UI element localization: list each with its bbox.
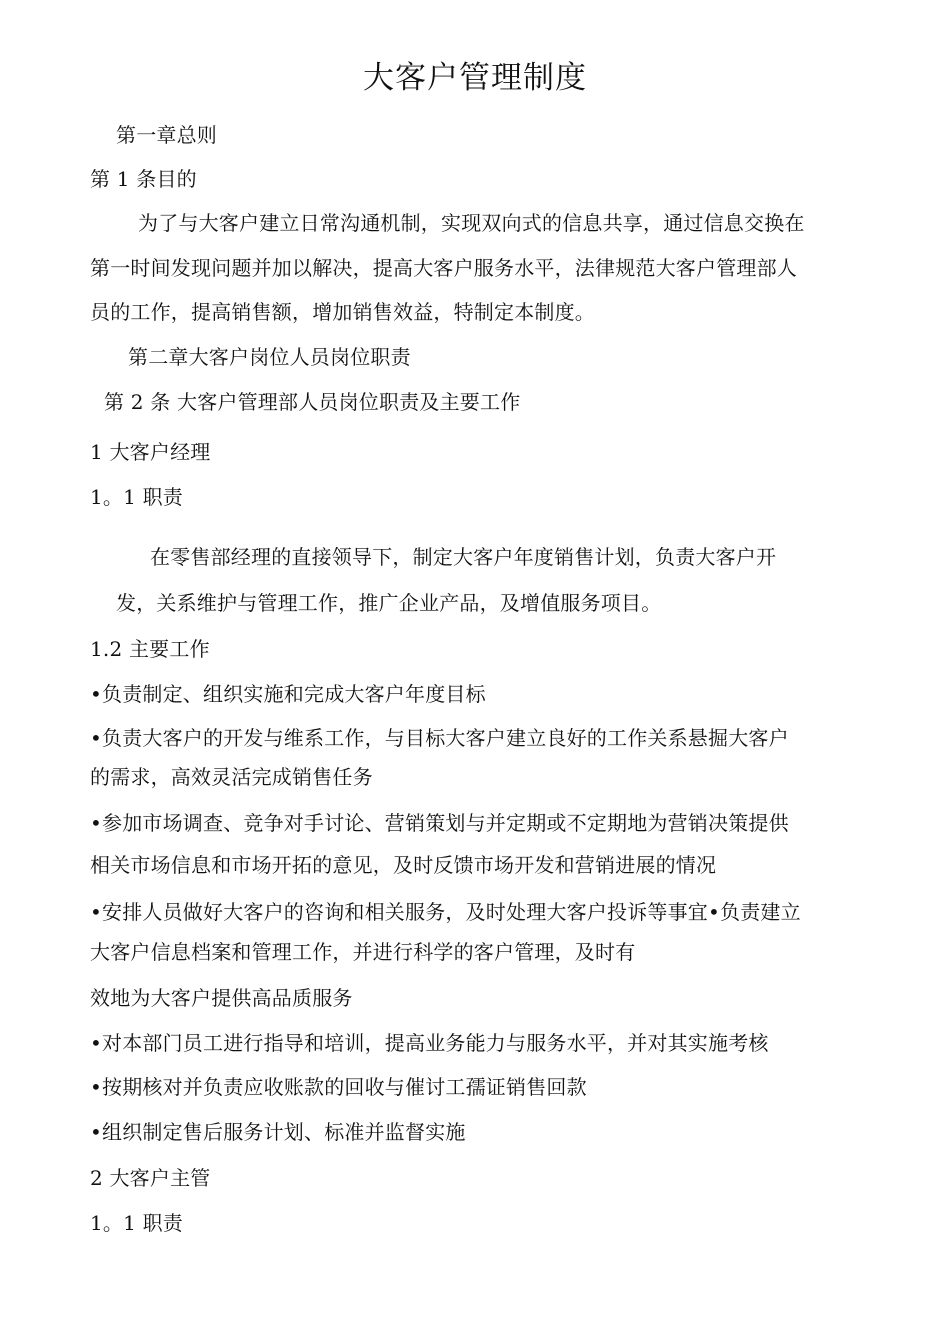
article-1-paragraph-line-1: 为了与大客户建立日常沟通机制，实现双向式的信息共享，通过信息交换在: [138, 211, 805, 235]
work-item-7: •组织制定售后服务计划、标准并监督实施: [90, 1120, 466, 1144]
document-title: 大客户管理制度: [363, 60, 587, 96]
work-item-4-line-3: 效地为大客户提供高品质服务: [90, 986, 353, 1010]
work-item-6: •按期核对并负责应收账款的回收与催讨工孺证销售回款: [90, 1075, 587, 1099]
work-item-3-line-1: •参加市场调查、竞争对手讨论、营销策划与并定期或不定期地为营销决策提供: [90, 811, 789, 835]
section-1-2-heading: 1.2 主要工作: [90, 637, 210, 661]
duty-paragraph-line-2: 发，关系维护与管理工作，推广企业产品，及增值服务项目。: [116, 591, 662, 615]
section-1-1-heading: 1。1 职责: [90, 485, 184, 509]
work-item-3-line-2: 相关市场信息和市场开拓的意见，及时反馈市场开发和营销进展的情况: [90, 853, 717, 877]
article-1-paragraph-line-3: 员的工作，提高销售额，增加销售效益，特制定本制度。: [90, 300, 595, 324]
chapter-1-heading: 第一章总则: [116, 123, 217, 147]
work-item-5: •对本部门员工进行指导和培训，提高业务能力与服务水平，并对其实施考核: [90, 1031, 769, 1055]
duty-paragraph-line-1: 在零售部经理的直接领导下，制定大客户年度销售计划，负责大客户开: [150, 545, 777, 569]
work-item-1: •负责制定、组织实施和完成大客户年度目标: [90, 682, 486, 706]
work-item-2-line-2: 的需求，高效灵活完成销售任务: [90, 765, 373, 789]
article-2-heading: 第 2 条 大客户管理部人员岗位职责及主要工作: [104, 390, 521, 414]
work-item-2-line-1: •负责大客户的开发与维系工作，与目标大客户建立良好的工作关系悬掘大客户: [90, 726, 789, 750]
section-2-1-heading: 1。1 职责: [90, 1211, 184, 1235]
article-1-paragraph-line-2: 第一时间发现问题并加以解决，提高大客户服务水平，法律规范大客户管理部人: [90, 256, 797, 280]
section-2-heading: 2 大客户主管: [90, 1166, 211, 1190]
chapter-2-heading: 第二章大客户岗位人员岗位职责: [128, 345, 411, 369]
work-item-4-line-2: 大客户信息档案和管理工作，并进行科学的客户管理，及时有: [90, 940, 636, 964]
article-1-heading: 第 1 条目的: [90, 167, 197, 191]
work-item-4-line-1: •安排人员做好大客户的咨询和相关服务，及时处理大客户投诉等事宜•负责建立: [90, 900, 801, 924]
section-1-heading: 1 大客户经理: [90, 440, 211, 464]
